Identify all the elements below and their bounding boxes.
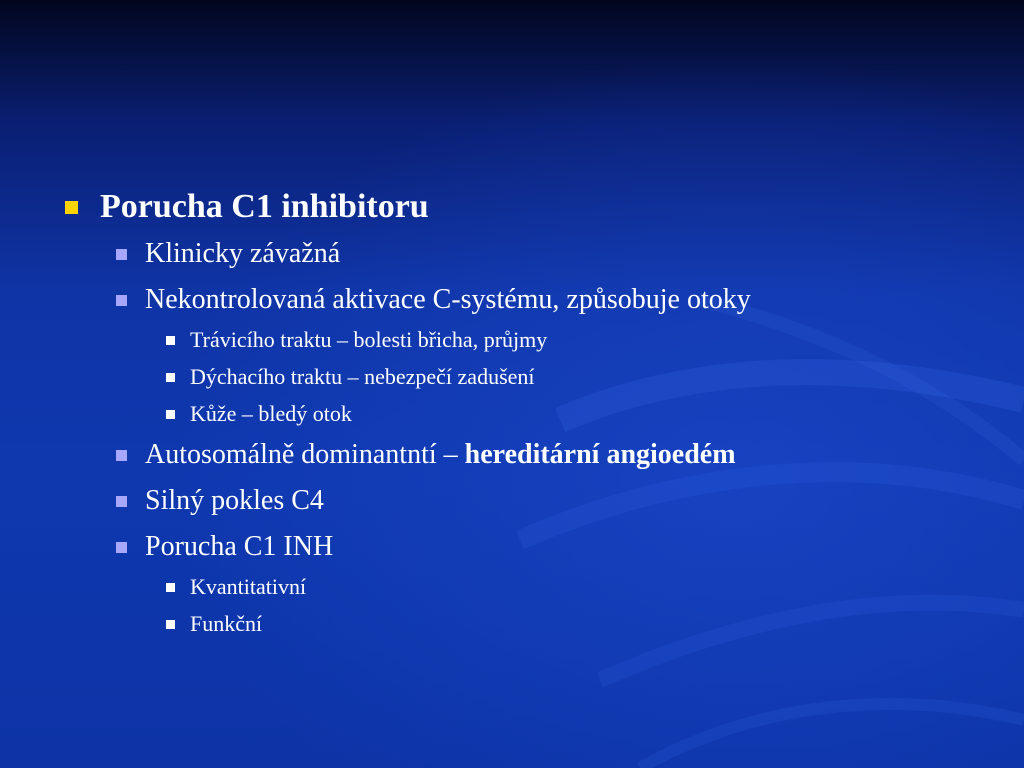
- bullet-text-funkcni: Funkční: [190, 611, 263, 636]
- bullet-text-porucha-c1-inh: Porucha C1 INH: [145, 531, 334, 562]
- white-square-bullet-icon: [166, 410, 175, 419]
- bullet-text-dychaciho-traktu: Dýchacího traktu – nebezpečí zadušení: [190, 364, 535, 389]
- lavender-square-bullet-icon: [116, 249, 127, 260]
- bullet-text-nekontrolovana-aktivace: Nekontrolovaná aktivace C-systému, způsobuje otoky: [145, 284, 751, 315]
- bullet-text-kvantitativni: Kvantitativní: [190, 574, 307, 599]
- bullet-text-silny-pokles-c4: Silný pokles C4: [145, 485, 324, 516]
- bullet-text-porucha-c1-inhibitoru: Porucha C1 inhibitoru: [100, 188, 429, 225]
- bullet-text-kuze-bledy-otok: Kůže – bledý otok: [190, 401, 352, 426]
- white-square-bullet-icon: [166, 336, 175, 345]
- bullet-text-bold-hereditarni-angioedem: hereditární angioedém: [464, 439, 736, 470]
- bullet-text-prefix: Autosomálně dominantntí –: [145, 439, 465, 470]
- white-square-bullet-icon: [166, 373, 175, 382]
- lavender-square-bullet-icon: [116, 542, 127, 553]
- lavender-square-bullet-icon: [116, 496, 127, 507]
- white-square-bullet-icon: [166, 620, 175, 629]
- bullet-text-travicho-traktu: Trávicího traktu – bolesti břicha, průjmy: [190, 327, 548, 352]
- white-square-bullet-icon: [166, 583, 175, 592]
- lavender-square-bullet-icon: [116, 295, 127, 306]
- bullet-text-klinicky-zavazna: Klinicky závažná: [145, 238, 341, 269]
- lavender-square-bullet-icon: [116, 450, 127, 461]
- bullet-text-autosomalne-dominantnti: [145, 439, 736, 471]
- yellow-square-bullet-icon: [65, 201, 78, 214]
